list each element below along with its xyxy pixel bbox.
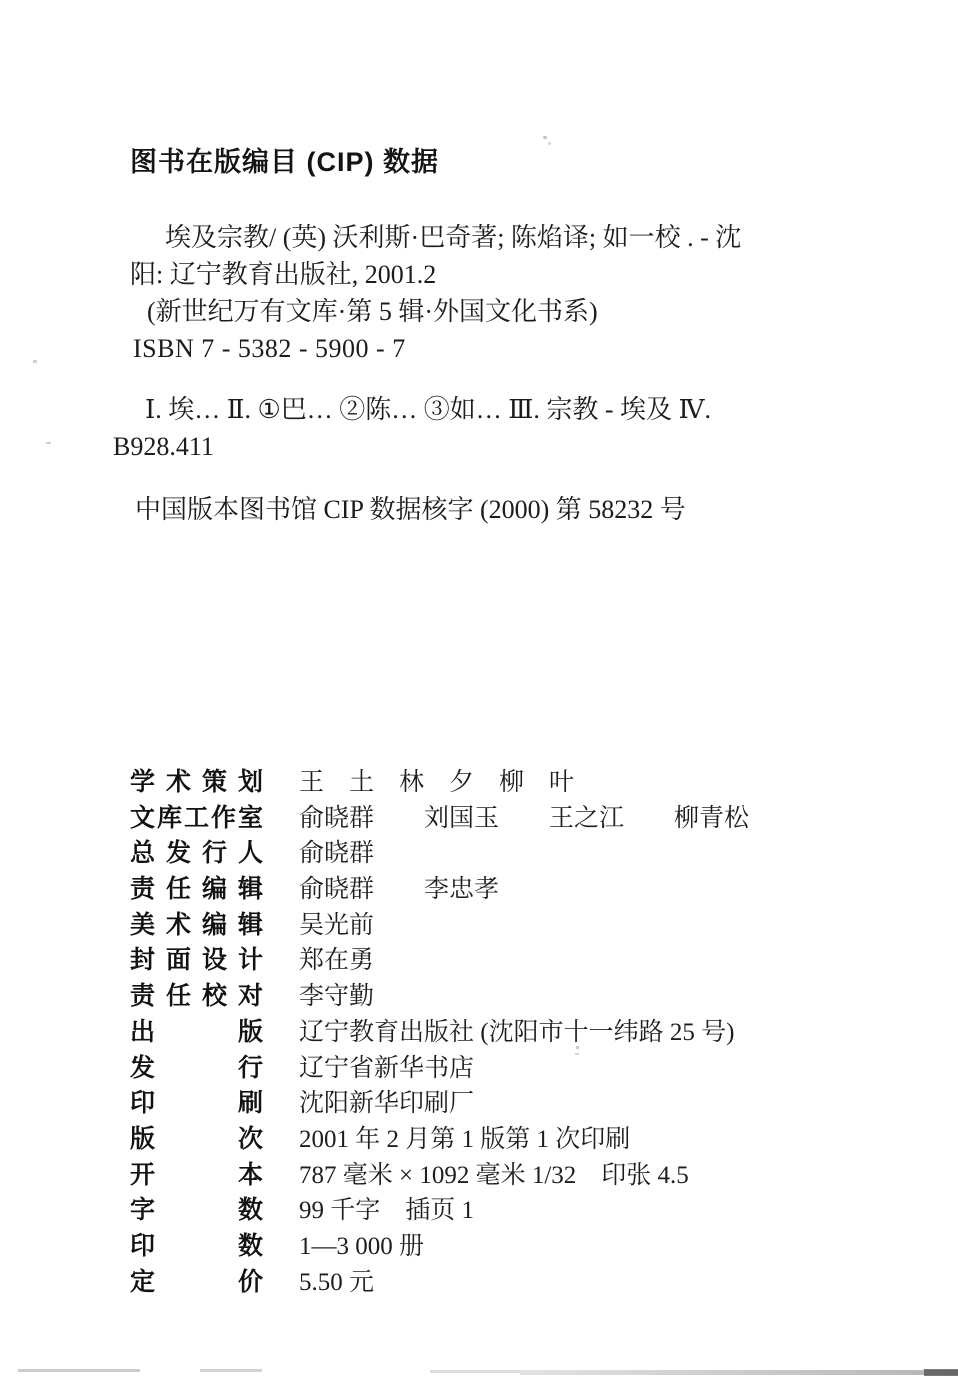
scan-speck (33, 360, 37, 363)
scan-edge-artifact (520, 1370, 958, 1375)
colophon-row-art-editor (130, 908, 870, 944)
colophon-value: 郑在勇 (299, 947, 375, 975)
scan-speck (46, 442, 51, 444)
colophon-label: 版次 (130, 1124, 263, 1153)
colophon-value: 99 千字 插页 1 (299, 1197, 475, 1225)
colophon-value: 2001 年 2 月第 1 版第 1 次印刷 (299, 1125, 631, 1153)
colophon-label: 总发行人 (130, 839, 263, 868)
colophon-row-format (130, 1158, 870, 1194)
colophon-row-publisher (130, 1015, 870, 1051)
cip-data-heading: 图书在版编目 (CIP) 数据 (130, 147, 439, 177)
colophon-row-printer (130, 1086, 870, 1122)
colophon-label: 印刷 (130, 1089, 263, 1118)
colophon-label: 责任校对 (130, 982, 263, 1011)
colophon-value: 俞晓群 李忠孝 (299, 876, 500, 904)
colophon-row-proofreader (130, 979, 870, 1015)
cip-entry-line1: 埃及宗教/ (英) 沃利斯·巴奇著; 陈焰译; 如一校 . - 沈 (165, 223, 742, 252)
page-content (113, 140, 870, 1300)
colophon-label: 印数 (130, 1231, 263, 1260)
colophon-row-price (130, 1265, 870, 1301)
scan-edge-artifact (924, 1369, 958, 1376)
colophon-value: 俞晓群 刘国玉 王之江 柳青松 (299, 804, 750, 832)
scan-edge-artifact (18, 1369, 140, 1372)
colophon-table (130, 765, 870, 1300)
series-title-line: (新世纪万有文库·第 5 辑·外国文化书系) (147, 297, 598, 326)
colophon-row-distributor (130, 1051, 870, 1087)
colophon-row-general-publisher (130, 836, 870, 872)
colophon-row-academic-planning (130, 765, 870, 801)
colophon-row-cover-design (130, 943, 870, 979)
cip-record-number-line: 中国版本图书馆 CIP 数据核字 (2000) 第 58232 号 (135, 495, 686, 524)
colophon-value: 787 毫米 × 1092 毫米 1/32 印张 4.5 (299, 1161, 689, 1189)
colophon-label: 字数 (130, 1196, 263, 1225)
colophon-value: 李守勤 (299, 983, 375, 1011)
colophon-label: 美术编辑 (130, 910, 263, 939)
colophon-value: 辽宁教育出版社 (沈阳市十一纬路 25 号) (299, 1018, 735, 1046)
cip-catalog-entry (130, 219, 870, 293)
classification-line2: B928.411 (113, 432, 214, 461)
colophon-row-edition (130, 1122, 870, 1158)
colophon-label: 定价 (130, 1267, 263, 1296)
colophon-value: 俞晓群 (299, 840, 375, 868)
isbn-line: ISBN 7 - 5382 - 5900 - 7 (133, 334, 406, 363)
colophon-row-print-run (130, 1229, 870, 1265)
colophon-label: 开本 (130, 1160, 263, 1189)
colophon-value: 吴光前 (299, 911, 375, 939)
scan-speck (543, 136, 547, 139)
colophon-value: 1—3 000 册 (299, 1232, 425, 1260)
cip-classification (113, 391, 870, 465)
colophon-row-word-count (130, 1193, 870, 1229)
colophon-value: 5.50 元 (299, 1268, 375, 1296)
classification-line1: Ⅰ. 埃… Ⅱ. ①巴… ②陈… ③如… Ⅲ. 宗教 - 埃及 Ⅳ. (145, 395, 711, 424)
colophon-label: 发行 (130, 1053, 263, 1082)
colophon-label: 责任编辑 (130, 875, 263, 904)
colophon-value: 沈阳新华印刷厂 (299, 1090, 475, 1118)
colophon-label: 学术策划 (130, 768, 263, 796)
scan-edge-artifact (200, 1369, 262, 1372)
colophon-row-responsible-editor (130, 872, 870, 908)
cip-entry-line2: 阳: 辽宁教育出版社, 2001.2 (130, 260, 437, 289)
colophon-label: 封面设计 (130, 946, 263, 975)
colophon-label: 文库工作室 (130, 803, 263, 832)
colophon-row-library-studio (130, 801, 870, 837)
colophon-value: 辽宁省新华书店 (299, 1054, 475, 1082)
colophon-label: 出版 (130, 1017, 263, 1046)
scan-edge-artifact (430, 1370, 520, 1373)
colophon-value: 王 土 林 夕 柳 叶 (299, 769, 575, 796)
